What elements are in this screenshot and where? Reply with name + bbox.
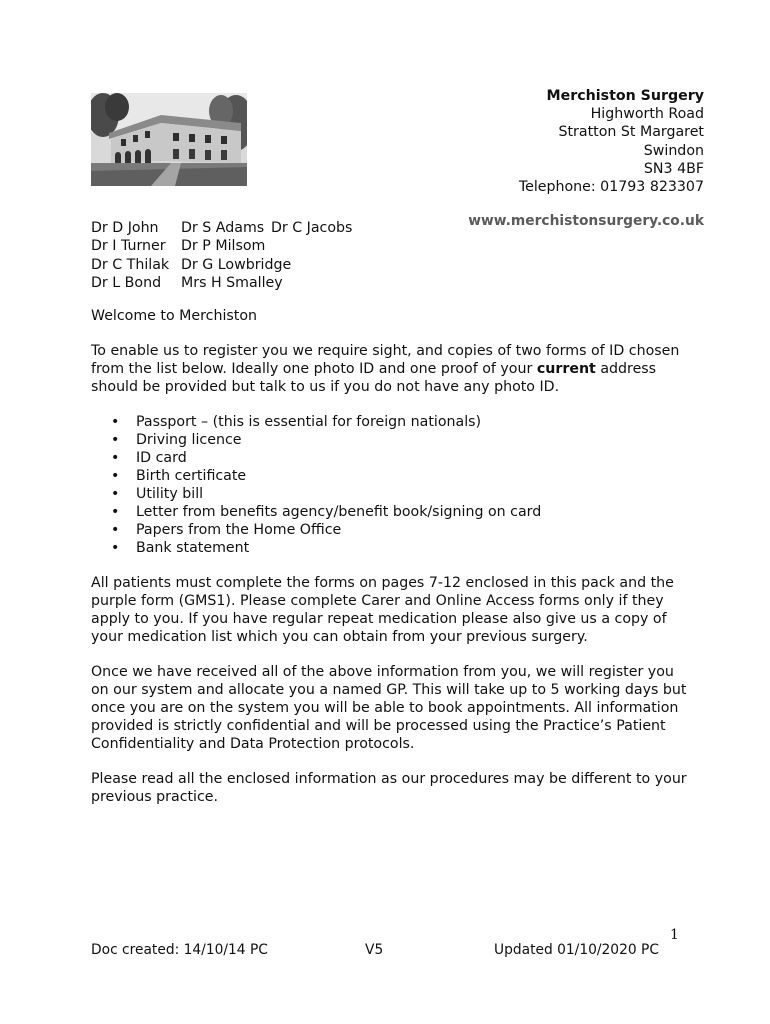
telephone: Telephone: 01793 823307 <box>518 179 704 196</box>
bullet-icon: • <box>111 504 120 520</box>
doctor-name: Dr D John <box>91 220 159 236</box>
address-line: Swindon <box>643 142 704 159</box>
list-item: • Papers from the Home Office <box>111 522 342 538</box>
doctors-row <box>91 219 352 237</box>
doc-created: Doc created: 14/10/14 PC <box>91 942 268 958</box>
website-link[interactable]: www.merchistonsurgery.co.uk <box>468 213 704 229</box>
list-item: • Birth certificate <box>111 468 247 484</box>
list-item: • Bank statement <box>111 540 250 556</box>
list-item: • Utility bill <box>111 486 204 502</box>
address-line: Stratton St Margaret <box>558 124 704 141</box>
registration-paragraph: Once we have received all of the above information from you, we will register you on our system and allocate you a named GP. This will take up to 5 working days but once you are on the system you will be able to book appointments. All information provided is strictly confidential and will be processed using the Practice’s Patient Confidentiality and Data Protection protocols. <box>91 664 687 752</box>
doctor-name: Dr L Bond <box>91 274 162 291</box>
page-number: 1 <box>670 927 679 943</box>
letter-body <box>91 307 691 823</box>
page-footer <box>91 942 671 962</box>
welcome-line: Welcome to Merchiston <box>91 308 258 324</box>
doc-version: V5 <box>365 942 384 958</box>
bullet-icon: • <box>111 468 120 484</box>
bullet-icon: • <box>111 432 120 448</box>
read-info-paragraph: Please read all the enclosed information as our procedures may be different to your previous practice. <box>91 771 687 805</box>
emphasis-current: current <box>536 361 596 377</box>
doctor-name: Dr S Adams <box>181 220 265 236</box>
surgery-building-photo <box>91 93 247 186</box>
bullet-icon: • <box>111 486 120 502</box>
bullet-icon: • <box>111 414 120 430</box>
doctor-name: Mrs H Smalley <box>181 274 283 291</box>
list-item: • ID card <box>111 450 187 466</box>
bullet-icon: • <box>111 522 120 538</box>
doctor-name: Dr P Milsom <box>181 238 266 255</box>
address-line: Highworth Road <box>590 106 704 123</box>
list-item: • Driving licence <box>111 432 242 448</box>
doctor-name: Dr C Thilak <box>91 256 170 273</box>
list-item: • Letter from benefits agency/benefit book/signing on card <box>111 504 542 520</box>
practice-name: Merchiston Surgery <box>546 88 704 104</box>
address-postcode: SN3 4BF <box>643 160 704 177</box>
doctor-name: Dr I Turner <box>91 238 166 255</box>
bullet-icon: • <box>111 540 120 556</box>
doctors-list <box>91 219 352 292</box>
doctor-name: Dr C Jacobs <box>271 220 353 236</box>
practice-address-block <box>519 87 704 196</box>
doctors-row <box>91 274 352 292</box>
forms-paragraph: All patients must complete the forms on pages 7-12 enclosed in this pack and the purple form (GMS1). Please complete Carer and Online Access forms only if they apply to you. If you have regular repeat medication please also give us a copy of your medication list which you can obtain from your previous surgery. <box>91 575 674 645</box>
intro-paragraph: To enable us to register you we require sight, and copies of two forms of ID chosen from the list below. Ideally one photo ID and one proof of your current address should be provided but talk to us if you do not have any photo ID. <box>91 343 680 395</box>
doctors-row <box>91 256 352 274</box>
id-documents-list <box>91 413 691 557</box>
doctors-row <box>91 237 352 255</box>
list-item: • Passport – (this is essential for foreign nationals) <box>111 414 482 430</box>
bullet-icon: • <box>111 450 120 466</box>
doc-updated: Updated 01/10/2020 PC <box>494 942 659 958</box>
doctor-name: Dr G Lowbridge <box>181 256 292 273</box>
